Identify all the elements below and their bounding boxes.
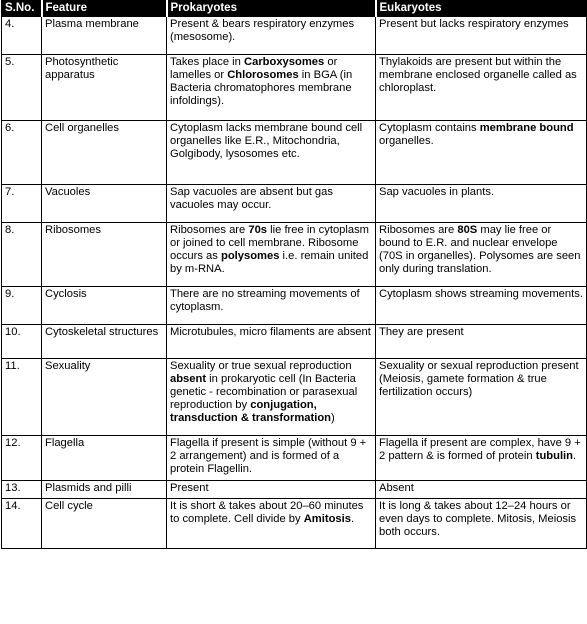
bold-term: absent [170,373,207,385]
cell-prokaryotes [167,55,376,121]
text-segment: Present but lacks respiratory enzymes [379,18,569,30]
cell-prokaryotes [167,436,376,481]
cell-eukaryotes [376,223,587,287]
table-row [2,55,587,121]
cell-feature: Ribosomes [42,223,167,287]
cell-sno: 10. [2,325,42,359]
bold-term: Carboxysomes [244,56,325,68]
bold-term: conjugation, transduction & transformation [170,399,331,424]
table-row [2,287,587,325]
cell-eukaryotes [376,436,587,481]
text-segment: Takes place in [170,56,245,68]
text-segment: Flagella if present are complex, have 9 + 2 pattern & is formed of protein [379,437,581,462]
bold-term: Amitosis [303,513,351,525]
table-row [2,359,587,436]
cell-eukaryotes [376,481,587,499]
table-row [2,17,587,55]
cell-prokaryotes [167,499,376,549]
bold-term: 80S [457,224,478,236]
bold-term: membrane bound [479,122,574,134]
text-segment: It is long & takes about 12–24 hours or even days to complete. Mitosis, Meiosis both occurs. [379,500,577,538]
header-sno: S.No. [2,1,42,17]
cell-sno: 11. [2,359,42,436]
cell-sno: 13. [2,481,42,499]
cell-prokaryotes [167,223,376,287]
cell-feature: Cell cycle [42,499,167,549]
text-segment: Flagella if present is simple (without 9 + 2 arrangement) and is formed of a protein Flagellin. [170,437,367,475]
text-segment: Thylakoids are present but within the membrane enclosed organelle called as chloroplast. [379,56,577,94]
header-eukaryotes: Eukaryotes [376,1,587,17]
comparison-table [1,0,587,549]
table-row [2,223,587,287]
text-segment: It is short & takes about 20–60 minutes to complete. Cell divide by [170,500,364,525]
bold-term: 70s [248,224,268,236]
text-segment: Sexuality or true sexual reproduction [170,360,352,372]
table-row [2,325,587,359]
header-feature: Feature [42,1,167,17]
header-row [2,1,587,17]
cell-feature: Sexuality [42,359,167,436]
table-row [2,121,587,185]
text-segment: in BGA (in Bacteria chromatophores membrane infoldings). [170,69,353,107]
text-segment: i.e. remain united by m-RNA. [170,250,369,275]
text-segment: organelles. [379,135,434,147]
text-segment: ) [330,412,335,424]
cell-feature: Cyclosis [42,287,167,325]
cell-prokaryotes [167,359,376,436]
cell-feature: Plasmids and pilli [42,481,167,499]
text-segment: Cytoplasm lacks membrane bound cell organelles like E.R., Mitochondria, Golgibody, lysosomes etc. [170,122,363,160]
cell-eukaryotes [376,185,587,223]
cell-eukaryotes [376,55,587,121]
cell-feature: Photosynthetic apparatus [42,55,167,121]
text-segment: Sap vacuoles in plants. [379,186,495,198]
cell-sno: 5. [2,55,42,121]
table-row [2,481,587,499]
cell-sno: 12. [2,436,42,481]
cell-eukaryotes [376,17,587,55]
text-segment: Sexuality or sexual reproduction present (Meiosis, gamete formation & true fertilization occurs) [379,360,579,398]
text-segment: Present [170,482,209,494]
table-row [2,436,587,481]
text-segment: or lamelles or [170,56,338,81]
bold-term: Chlorosomes [227,69,299,81]
text-segment: They are present [379,326,464,338]
text-segment: lie free in cytoplasm or joined to cell membrane. Ribosome occurs as [170,224,370,262]
cell-sno: 8. [2,223,42,287]
text-segment: Microtubules, micro filaments are absent [170,326,371,338]
cell-prokaryotes [167,325,376,359]
text-segment: Cytoplasm contains [379,122,480,134]
table-row [2,499,587,549]
text-segment: may lie free or bound to E.R. and nuclear envelope (70S in organelles). Polysomes are seen only during translation. [379,224,581,275]
cell-prokaryotes [167,121,376,185]
cell-prokaryotes [167,185,376,223]
cell-eukaryotes [376,499,587,549]
cell-feature: Flagella [42,436,167,481]
cell-prokaryotes [167,17,376,55]
text-segment: Ribosomes are [170,224,249,236]
cell-prokaryotes [167,287,376,325]
cell-eukaryotes [376,121,587,185]
header-prokaryotes: Prokaryotes [167,1,376,17]
bold-term: tubulin [535,450,573,462]
text-segment: There are no streaming movements of cytoplasm. [170,288,360,313]
bold-term: polysomes [220,250,280,262]
cell-feature: Vacuoles [42,185,167,223]
text-segment: . [573,450,577,462]
text-segment: Cytoplasm shows streaming movements. [379,288,583,300]
cell-sno: 7. [2,185,42,223]
cell-sno: 4. [2,17,42,55]
text-segment: in prokaryotic cell (In Bacteria genetic - recombination or parasexual reproduction by [170,373,358,411]
cell-eukaryotes [376,287,587,325]
cell-feature: Cytoskeletal structures [42,325,167,359]
text-segment: Absent [379,482,414,494]
table-row [2,185,587,223]
cell-sno: 14. [2,499,42,549]
cell-eukaryotes [376,359,587,436]
text-segment: . [350,513,355,525]
cell-sno: 9. [2,287,42,325]
cell-eukaryotes [376,325,587,359]
cell-prokaryotes [167,481,376,499]
text-segment: Sap vacuoles are absent but gas vacuoles may occur. [170,186,333,211]
text-segment: Ribosomes are [379,224,458,236]
text-segment: Present & bears respiratory enzymes (mesosome). [170,18,355,43]
cell-feature: Plasma membrane [42,17,167,55]
cell-sno: 6. [2,121,42,185]
cell-feature: Cell organelles [42,121,167,185]
